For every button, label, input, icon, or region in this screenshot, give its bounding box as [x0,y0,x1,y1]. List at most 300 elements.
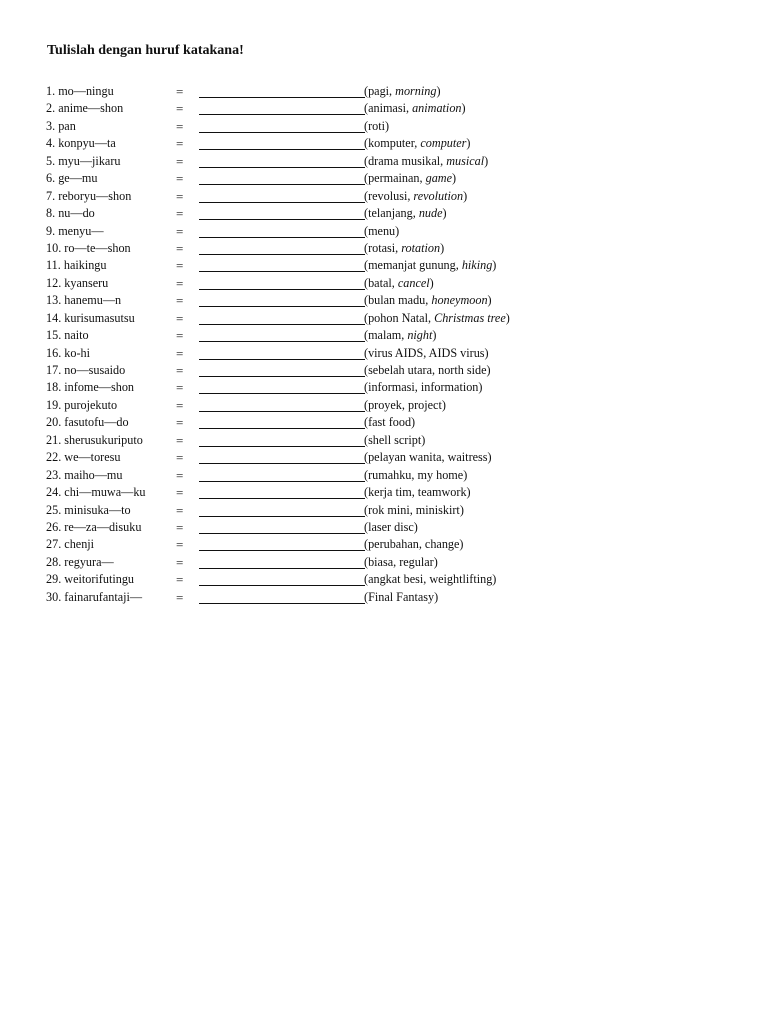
exercise-prompt [46,188,131,205]
exercise-number: 27. [46,537,62,552]
romaji-text: myu—jikaru [58,153,121,168]
equals-sign: = [176,397,184,413]
meaning-text [364,292,492,309]
open-paren: ( [364,328,369,343]
open-paren: ( [364,572,369,587]
answer-blank-line[interactable] [199,533,365,534]
close-paren: ) [487,293,492,308]
equals-sign: = [176,467,184,483]
exercise-prompt [46,118,76,135]
open-paren: ( [364,467,369,482]
exercise-row [0,362,768,379]
indonesian-meaning: menu [368,223,396,238]
english-meaning: nude [418,206,443,221]
exercise-prompt [46,379,134,396]
exercise-row [0,519,768,536]
exercise-prompt [46,135,116,152]
english-meaning: game [425,171,452,186]
indonesian-meaning: revolusi, [368,188,414,203]
romaji-text: mo—ningu [58,84,114,98]
exercise-number: 14. [46,310,62,325]
close-paren: ) [436,84,441,98]
exercise-prompt [46,589,142,606]
indonesian-meaning: biasa, regular [368,554,434,569]
equals-sign: = [176,345,184,361]
indonesian-meaning: permainan, [368,171,426,186]
indonesian-meaning: informasi, information [368,380,479,395]
answer-blank-line[interactable] [199,568,365,569]
exercise-row [0,83,768,100]
exercise-prompt [46,502,131,519]
answer-blank-line[interactable] [199,550,365,551]
romaji-text: no—susaido [64,363,126,377]
exercise-row [0,100,768,117]
open-paren: ( [364,240,369,255]
romaji-text: reboryu—shon [58,188,132,203]
meaning-text [364,257,496,274]
exercise-number: 12. [46,275,62,290]
open-paren: ( [364,450,369,465]
exercise-row [0,223,768,240]
romaji-text: ro—te—shon [64,240,131,255]
equals-sign: = [176,84,184,99]
open-paren: ( [364,554,369,569]
open-paren: ( [364,153,369,168]
exercise-prompt [46,519,141,536]
answer-blank-line[interactable] [199,149,365,150]
indonesian-meaning: memanjat gunung, [368,258,462,273]
exercise-row [0,345,768,362]
answer-blank-line[interactable] [199,376,365,377]
close-paren: ) [433,554,438,569]
romaji-text: chenji [64,537,95,552]
exercise-row [0,240,768,257]
meaning-text [364,240,444,257]
indonesian-meaning: Final Fantasy [368,589,435,604]
romaji-text: anime—shon [58,101,124,116]
equals-sign: = [176,153,184,169]
equals-sign: = [176,171,184,187]
answer-blank-line[interactable] [199,202,365,203]
exercise-row [0,589,768,606]
romaji-text: nu—do [58,206,95,221]
exercise-row [0,170,768,187]
indonesian-meaning: rumahku, my home [368,467,464,482]
exercise-prompt [46,83,114,100]
meaning-text [364,502,464,519]
exercise-prompt [46,310,135,327]
open-paren: ( [364,293,369,308]
equals-sign: = [176,328,184,344]
equals-sign: = [176,519,184,535]
indonesian-meaning: fast food [368,415,412,430]
exercise-row [0,292,768,309]
open-paren: ( [364,223,369,238]
english-meaning: musical [446,153,485,168]
equals-sign: = [176,537,184,553]
exercise-number: 25. [46,502,62,517]
meaning-text [364,571,496,588]
close-paren: ) [442,206,447,221]
open-paren: ( [364,206,369,221]
close-paren: ) [505,310,510,325]
meaning-text [364,310,510,327]
romaji-text: fasutofu—do [64,415,129,430]
exercise-row [0,554,768,571]
open-paren: ( [364,380,369,395]
close-paren: ) [421,432,426,447]
meaning-text [364,205,447,222]
close-paren: ) [429,275,434,290]
exercise-number: 3. [46,118,56,133]
close-paren: ) [463,188,468,203]
close-paren: ) [440,240,445,255]
exercise-row [0,397,768,414]
answer-blank-line[interactable] [199,184,365,185]
answer-blank-line[interactable] [199,585,365,586]
english-meaning: hiking [461,258,493,273]
exercise-number: 19. [46,397,62,412]
indonesian-meaning: pohon Natal, [368,310,435,325]
indonesian-meaning: angkat besi, weightlifting [368,572,493,587]
open-paren: ( [364,363,369,377]
exercise-number: 5. [46,153,56,168]
answer-blank-line[interactable] [199,341,365,342]
close-paren: ) [441,397,446,412]
meaning-text [364,327,436,344]
meaning-text [364,432,425,449]
romaji-text: ko-hi [64,345,91,360]
exercise-row [0,188,768,205]
romaji-text: re—za—disuku [64,519,142,534]
answer-blank-line[interactable] [199,271,365,272]
indonesian-meaning: komputer, [368,136,421,151]
close-paren: ) [478,380,483,395]
romaji-text: we—toresu [64,450,121,465]
indonesian-meaning: animasi, [368,101,413,116]
exercise-row [0,571,768,588]
exercise-row [0,257,768,274]
open-paren: ( [364,136,369,151]
open-paren: ( [364,432,369,447]
answer-blank-line[interactable] [199,516,365,517]
meaning-text [364,554,438,571]
exercise-number: 11. [46,258,61,273]
exercise-prompt [46,275,108,292]
equals-sign: = [176,206,184,222]
romaji-text: regyura— [64,554,114,569]
answer-blank-line[interactable] [199,219,365,220]
close-paren: ) [461,101,466,116]
equals-sign: = [176,432,184,448]
indonesian-meaning: batal, [368,275,398,290]
open-paren: ( [364,258,369,273]
exercise-prompt [46,554,114,571]
exercise-row [0,379,768,396]
close-paren: ) [411,415,416,430]
romaji-text: hanemu—n [64,293,122,308]
exercise-number: 17. [46,363,62,377]
indonesian-meaning: perubahan, change [368,537,460,552]
meaning-text [364,536,463,553]
indonesian-meaning: pelayan wanita, waitress [368,450,488,465]
answer-blank-line[interactable] [199,324,365,325]
indonesian-meaning: pagi, [368,84,396,98]
open-paren: ( [364,397,369,412]
close-paren: ) [484,345,489,360]
romaji-text: pan [58,118,76,133]
exercise-row [0,135,768,152]
meaning-text [364,345,489,362]
exercise-prompt [46,223,104,240]
meaning-text [364,379,482,396]
romaji-text: ge—mu [58,171,98,186]
meaning-text [364,397,446,414]
indonesian-meaning: roti [368,118,385,133]
meaning-text [364,153,488,170]
equals-sign: = [176,363,184,378]
exercise-number: 15. [46,328,62,343]
exercise-prompt [46,170,97,187]
exercise-row [0,153,768,170]
romaji-text: menyu— [58,223,104,238]
english-meaning: computer [420,136,467,151]
close-paren: ) [492,258,497,273]
english-meaning: rotation [401,240,441,255]
exercise-number: 10. [46,240,62,255]
exercise-prompt [46,292,121,309]
exercise-number: 9. [46,223,56,238]
english-meaning: night [407,328,433,343]
indonesian-meaning: bulan madu, [368,293,432,308]
equals-sign: = [176,188,184,204]
romaji-text: purojekuto [64,397,118,412]
romaji-text: maiho—mu [64,467,123,482]
exercise-prompt [46,414,129,431]
romaji-text: weitorifutingu [64,572,135,587]
answer-blank-line[interactable] [199,411,365,412]
indonesian-meaning: drama musikal, [368,153,447,168]
answer-blank-line[interactable] [199,254,365,255]
equals-sign: = [176,380,184,396]
open-paren: ( [364,519,369,534]
exercise-number: 22. [46,450,62,465]
exercise-list [0,83,768,606]
exercise-prompt [46,327,89,344]
exercise-number: 24. [46,485,62,500]
open-paren: ( [364,118,369,133]
equals-sign: = [176,240,184,256]
exercise-number: 13. [46,293,62,308]
close-paren: ) [413,519,418,534]
equals-sign: = [176,485,184,501]
meaning-text [364,519,418,536]
close-paren: ) [492,572,497,587]
close-paren: ) [487,450,492,465]
answer-blank-line[interactable] [199,481,365,482]
exercise-row [0,449,768,466]
exercise-row [0,205,768,222]
romaji-text: minisuka—to [64,502,131,517]
indonesian-meaning: telanjang, [368,206,419,221]
answer-blank-line[interactable] [199,114,365,115]
english-meaning: animation [412,101,462,116]
exercise-row [0,536,768,553]
exercise-number: 18. [46,380,62,395]
exercise-number: 4. [46,136,56,151]
meaning-text [364,223,399,240]
equals-sign: = [176,572,184,588]
exercise-row [0,327,768,344]
answer-blank-line[interactable] [199,237,365,238]
exercise-prompt [46,449,120,466]
exercise-row [0,484,768,501]
romaji-text: sherusukuriputo [64,432,143,447]
exercise-prompt [46,484,146,501]
open-paren: ( [364,415,369,430]
meaning-text [364,100,466,117]
close-paren: ) [459,537,464,552]
meaning-text [364,467,467,484]
equals-sign: = [176,223,184,239]
exercise-prompt [46,100,123,117]
indonesian-meaning: sebelah utara, north side [368,363,487,377]
meaning-text [364,362,491,379]
answer-blank-line[interactable] [199,428,365,429]
english-meaning: Christmas tree [434,310,506,325]
exercise-number: 28. [46,554,62,569]
exercise-prompt [46,240,131,257]
close-paren: ) [466,485,471,500]
indonesian-meaning: malam, [368,328,408,343]
close-paren: ) [463,467,468,482]
open-paren: ( [364,275,369,290]
exercise-prompt [46,397,117,414]
indonesian-meaning: rotasi, [368,240,402,255]
romaji-text: chi—muwa—ku [64,485,146,500]
meaning-text [364,589,438,606]
close-paren: ) [432,328,437,343]
exercise-row [0,467,768,484]
indonesian-meaning: shell script [368,432,422,447]
equals-sign: = [176,275,184,291]
exercise-prompt [46,571,134,588]
romaji-text: konpyu—ta [58,136,116,151]
english-meaning: honeymoon [431,293,488,308]
meaning-text [364,188,467,205]
close-paren: ) [385,118,390,133]
equals-sign: = [176,101,184,117]
meaning-text [364,449,492,466]
answer-blank-line[interactable] [199,446,365,447]
answer-blank-line[interactable] [199,97,365,98]
answer-blank-line[interactable] [199,132,365,133]
exercise-number: 8. [46,206,56,221]
equals-sign: = [176,589,184,605]
close-paren: ) [486,363,491,377]
indonesian-meaning: laser disc [368,519,414,534]
exercise-number: 20. [46,415,62,430]
open-paren: ( [364,485,369,500]
exercise-prompt [46,153,120,170]
answer-blank-line[interactable] [199,289,365,290]
exercise-row [0,275,768,292]
exercise-row [0,310,768,327]
exercise-prompt [46,536,94,553]
answer-blank-line[interactable] [199,463,365,464]
close-paren: ) [395,223,400,238]
open-paren: ( [364,345,369,360]
exercise-prompt [46,432,143,449]
open-paren: ( [364,171,369,186]
open-paren: ( [364,537,369,552]
romaji-text: infome—shon [64,380,135,395]
meaning-text [364,275,434,292]
romaji-text: kurisumasutsu [64,310,135,325]
exercise-number: 2. [46,101,56,116]
indonesian-meaning: rok mini, miniskirt [368,502,460,517]
indonesian-meaning: proyek, project [368,397,442,412]
equals-sign: = [176,136,184,152]
equals-sign: = [176,450,184,466]
close-paren: ) [434,589,439,604]
exercise-number: 16. [46,345,62,360]
meaning-text [364,484,471,501]
open-paren: ( [364,310,369,325]
romaji-text: naito [64,328,89,343]
open-paren: ( [364,84,369,98]
indonesian-meaning: kerja tim, teamwork [368,485,467,500]
equals-sign: = [176,118,184,134]
exercise-prompt [46,257,107,274]
answer-blank-line[interactable] [199,359,365,360]
meaning-text [364,118,389,135]
exercise-row [0,502,768,519]
equals-sign: = [176,293,184,309]
exercise-number: 1. [46,84,56,98]
answer-blank-line[interactable] [199,498,365,499]
romaji-text: haikingu [63,258,107,273]
open-paren: ( [364,502,369,517]
meaning-text [364,83,441,100]
meaning-text [364,170,456,187]
equals-sign: = [176,554,184,570]
exercise-row [0,118,768,135]
exercise-number: 29. [46,572,62,587]
answer-blank-line[interactable] [199,167,365,168]
equals-sign: = [176,502,184,518]
meaning-text [364,414,415,431]
equals-sign: = [176,258,184,274]
equals-sign: = [176,310,184,326]
indonesian-meaning: virus AIDS, AIDS virus [368,345,485,360]
open-paren: ( [364,101,369,116]
english-meaning: cancel [397,275,430,290]
exercise-row [0,432,768,449]
exercise-prompt [46,345,90,362]
exercise-number: 6. [46,171,56,186]
worksheet-title: Tulislah dengan huruf katakana! [47,43,244,58]
answer-blank-line[interactable] [199,603,365,604]
answer-blank-line[interactable] [199,306,365,307]
exercise-number: 30. [46,589,62,604]
exercise-number: 7. [46,188,56,203]
meaning-text [364,135,470,152]
english-meaning: morning [395,84,437,98]
romaji-text: kyanseru [64,275,109,290]
answer-blank-line[interactable] [199,393,365,394]
open-paren: ( [364,188,369,203]
